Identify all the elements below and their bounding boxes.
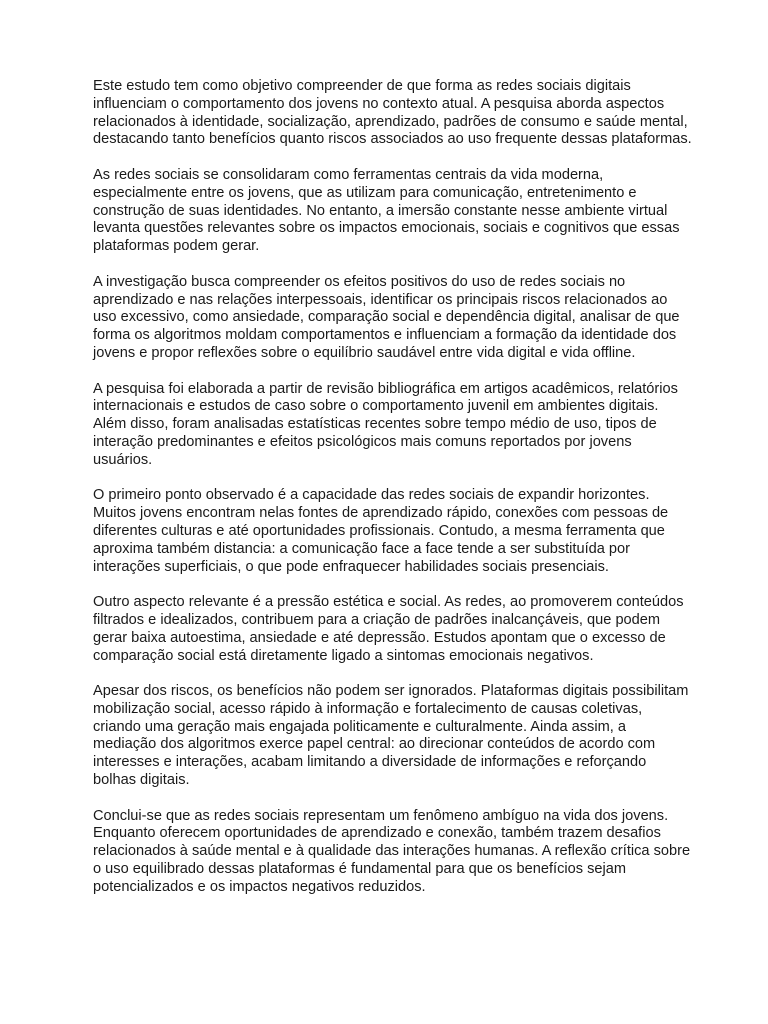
paragraph-methodology bbox=[93, 381, 688, 470]
text-line: especialmente entre os jovens, que as utilizam para comunicação, entretenimento e bbox=[93, 184, 637, 201]
text-line: Este estudo tem como objetivo compreender de que forma as redes sociais digitais bbox=[93, 78, 631, 94]
text-line: bolhas digitais. bbox=[93, 772, 190, 789]
text-line: aproxima também distancia: a comunicação face a face tende a ser substituída por bbox=[93, 540, 631, 557]
text-line: potencializados e os impactos negativos reduzidos. bbox=[93, 878, 426, 895]
text-line: interações superficiais, o que pode enfraquecer habilidades sociais presenciais. bbox=[93, 558, 609, 575]
text-line: levanta questões relevantes sobre os impactos emocionais, sociais e cognitivos que essas bbox=[93, 220, 680, 237]
text-line: aprendizado e nas relações interpessoais, identificar os principais riscos relacionados ao bbox=[93, 291, 668, 308]
paragraph-benefits bbox=[93, 683, 688, 790]
text-line: construção de suas identidades. No entanto, a imersão constante nesse ambiente virtual bbox=[93, 202, 668, 219]
text-line: interesses e interações, acabam limitando a diversidade de informações e reforçando bbox=[93, 754, 647, 771]
text-line: filtrados e idealizados, contribuem para a criação de padrões inalcançáveis, que podem bbox=[93, 611, 661, 628]
text-line: A pesquisa foi elaborada a partir de revisão bibliográfica em artigos acadêmicos, relatórios bbox=[93, 380, 678, 397]
text-line: Apesar dos riscos, os benefícios não podem ser ignorados. Plataformas digitais possibilitam bbox=[93, 683, 689, 700]
text-line: mobilização social, acesso rápido à informação e fortalecimento de causas coletivas, bbox=[93, 700, 643, 717]
text-line: relacionados à saúde mental e à qualidade das interações humanas. A reflexão crítica sobre bbox=[93, 843, 691, 860]
text-line: o uso equilibrado dessas plataformas é fundamental para que os benefícios sejam bbox=[93, 861, 626, 878]
text-line: Conclui-se que as redes sociais representam um fenômeno ambíguo na vida dos jovens. bbox=[93, 807, 669, 824]
paragraph-context bbox=[93, 167, 688, 256]
paragraph-intro bbox=[93, 78, 692, 149]
text-line: forma os algoritmos moldam comportamentos e influenciam a formação da identidade dos bbox=[93, 327, 677, 344]
paragraph-first-point bbox=[93, 487, 688, 576]
text-line: gerar baixa autoestima, ansiedade e até depressão. Estudos apontam que o excesso de bbox=[93, 629, 666, 646]
text-line: As redes sociais se consolidaram como ferramentas centrais da vida moderna, bbox=[93, 166, 604, 183]
text-line: diferentes culturas e até oportunidades profissionais. Contudo, a mesma ferramenta que bbox=[93, 522, 665, 539]
text-line: internacionais e estudos de caso sobre o comportamento juvenil em ambientes digitais. bbox=[93, 398, 659, 415]
text-line: Muitos jovens encontram nelas fontes de aprendizado rápido, conexões com pessoas de bbox=[93, 505, 669, 522]
document-body bbox=[93, 78, 692, 897]
text-line: mediação dos algoritmos exerce papel central: ao direcionar conteúdos de acordo com bbox=[93, 736, 656, 753]
text-line: jovens e propor reflexões sobre o equilíbrio saudável entre vida digital e vida offline. bbox=[93, 344, 636, 361]
text-line: Outro aspecto relevante é a pressão estética e social. As redes, ao promoverem conteúdos bbox=[93, 594, 684, 611]
text-line: comparação social está diretamente ligado a sintomas emocionais negativos. bbox=[93, 647, 594, 664]
text-line: destacando tanto benefícios quanto riscos associados ao uso frequente dessas plataformas. bbox=[93, 131, 692, 148]
paragraph-aesthetic-pressure bbox=[93, 594, 688, 665]
text-line: influenciam o comportamento dos jovens no contexto atual. A pesquisa aborda aspectos bbox=[93, 95, 665, 112]
text-line: relacionados à identidade, socialização, aprendizado, padrões de consumo e saúde mental, bbox=[93, 113, 688, 130]
text-line: plataformas podem gerar. bbox=[93, 238, 260, 255]
text-line: interação predominantes e efeitos psicológicos mais comuns reportados por jovens bbox=[93, 433, 632, 450]
paragraph-conclusion bbox=[93, 807, 691, 897]
text-line: O primeiro ponto observado é a capacidade das redes sociais de expandir horizontes. bbox=[93, 487, 650, 504]
text-line: Enquanto oferecem oportunidades de aprendizado e conexão, também trazem desafios bbox=[93, 825, 661, 842]
text-line: usuários. bbox=[93, 451, 153, 468]
text-line: criando uma geração mais engajada politicamente e culturalmente. Ainda assim, a bbox=[93, 718, 626, 735]
paragraph-objectives bbox=[93, 274, 688, 363]
text-line: uso excessivo, como ansiedade, comparação social e dependência digital, analisar de que bbox=[93, 309, 680, 326]
text-line: A investigação busca compreender os efeitos positivos do uso de redes sociais no bbox=[93, 273, 626, 290]
text-line: Além disso, foram analisadas estatísticas recentes sobre tempo médio de uso, tipos de bbox=[93, 416, 657, 433]
